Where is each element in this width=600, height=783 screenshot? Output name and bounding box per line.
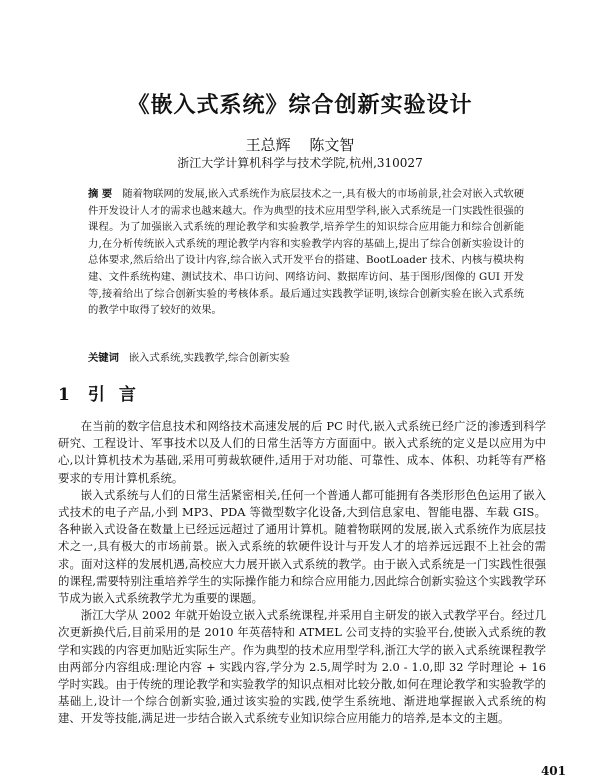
abstract-label: 摘 要 — [88, 188, 113, 200]
body-text — [58, 418, 546, 728]
abstract-text: 随着物联网的发展,嵌入式系统作为底层技术之一,具有极大的市场前景,社会对嵌入式软硬件开发设计人才的需求也越来越大。作为典型的技术应用型学科,嵌入式系统是一门实践性很强的课程。为了加强嵌入式系统的理论教学和实验教学,培养学生的知识综合应用能力和综合创新能力,在分析传统嵌入式系统的理论教学内容和实验教学内容的基础上,提出了综合创新实验设计的总体要求,然后给出了设计内容,综合嵌入式开发平台的搭建、BootLoader 技术、内核与模块构建、文件系统构建、测试技术、串口访问、网络访问、数据库访问、基于图形/图像的 GUI 开发等,接着给出了综合创新实验的考核体系。最后通过实践教学证明,该综合创新实验在嵌入式系统的教学中取得了较好的效果。 — [88, 188, 525, 317]
section-number: 1 — [58, 385, 70, 405]
keywords-block — [88, 349, 524, 364]
paper-title: 《嵌入式系统》综合创新实验设计 — [127, 92, 473, 118]
page-number: 401 — [540, 764, 566, 778]
section-heading — [58, 380, 150, 405]
author-names: 王总辉 陈文智 — [245, 136, 355, 154]
abstract-block — [88, 186, 524, 319]
keywords-label: 关键词 — [88, 352, 119, 364]
body-paragraph: 浙江大学从 2002 年就开始设立嵌入式系统课程,并采用自主研发的嵌入式教学平台。经过几次更新换代后,目前采用的是 2010 年英蓓特和 ATMEL 公司支持的实验平台,使嵌入式系统的教学和实践的内容更加贴近实际生产。作为典型的技术应用型学科,浙江大学的嵌入式系统课程教学由两部分内容组成:理论内容 + 实践内容,学分为 2.5,周学时为 2.0 - 1.0,即 32 学时理论 + 16 学时实践。由于传统的理论教学和实验教学的知识点相对比较分散,如何在理论教学和实验教学的基础上,设计一个综合创新实验,通过该实验的实践,使学生系统地、渐进地掌握嵌入式系统的构建、开发等技能,满足进一步结合嵌入式系统专业知识综合应用能力的培养,是本文的主题。 — [58, 608, 546, 726]
keywords-text: 嵌入式系统,实践教学,综合创新实验 — [128, 352, 290, 364]
section-title: 引言 — [87, 385, 150, 405]
body-paragraph: 嵌入式系统与人们的日常生活紧密相关,任何一个普通人都可能拥有各类形形色色运用了嵌入式技术的电子产品,小到 MP3、PDA 等微型数字化设备,大到信息家电、智能电器、车载 GIS。各种嵌入式设备在数量上已经远远超过了通用计算机。随着物联网的发展,嵌入式系统作为底层技术之一,具有极大的市场前景。嵌入式系统的软硬件设计与开发人才的培养远远跟不上社会的需求。面对这样的发展机遇,高校应大力展开嵌入式系统的教学。由于嵌入式系统是一门实践性很强的课程,需要特别注重培养学生的实际操作能力和综合应用能力,因此综合创新实验这个实践教学环节成为嵌入式系统教学尤为重要的课题。 — [58, 487, 546, 606]
author-affiliation: 浙江大学计算机科学与技术学院,杭州,310027 — [177, 156, 423, 170]
body-paragraph: 在当前的数字信息技术和网络技术高速发展的后 PC 时代,嵌入式系统已经广泛的渗透到科学研究、工程设计、军事技术以及人们的日常生活等方方面面中。嵌入式系统的定义是以应用为中心,以计算机技术为基础,采用可剪裁软硬件,适用于对功能、可靠性、成本、体积、功耗等有严格要求的专用计算机系统。 — [58, 419, 546, 485]
